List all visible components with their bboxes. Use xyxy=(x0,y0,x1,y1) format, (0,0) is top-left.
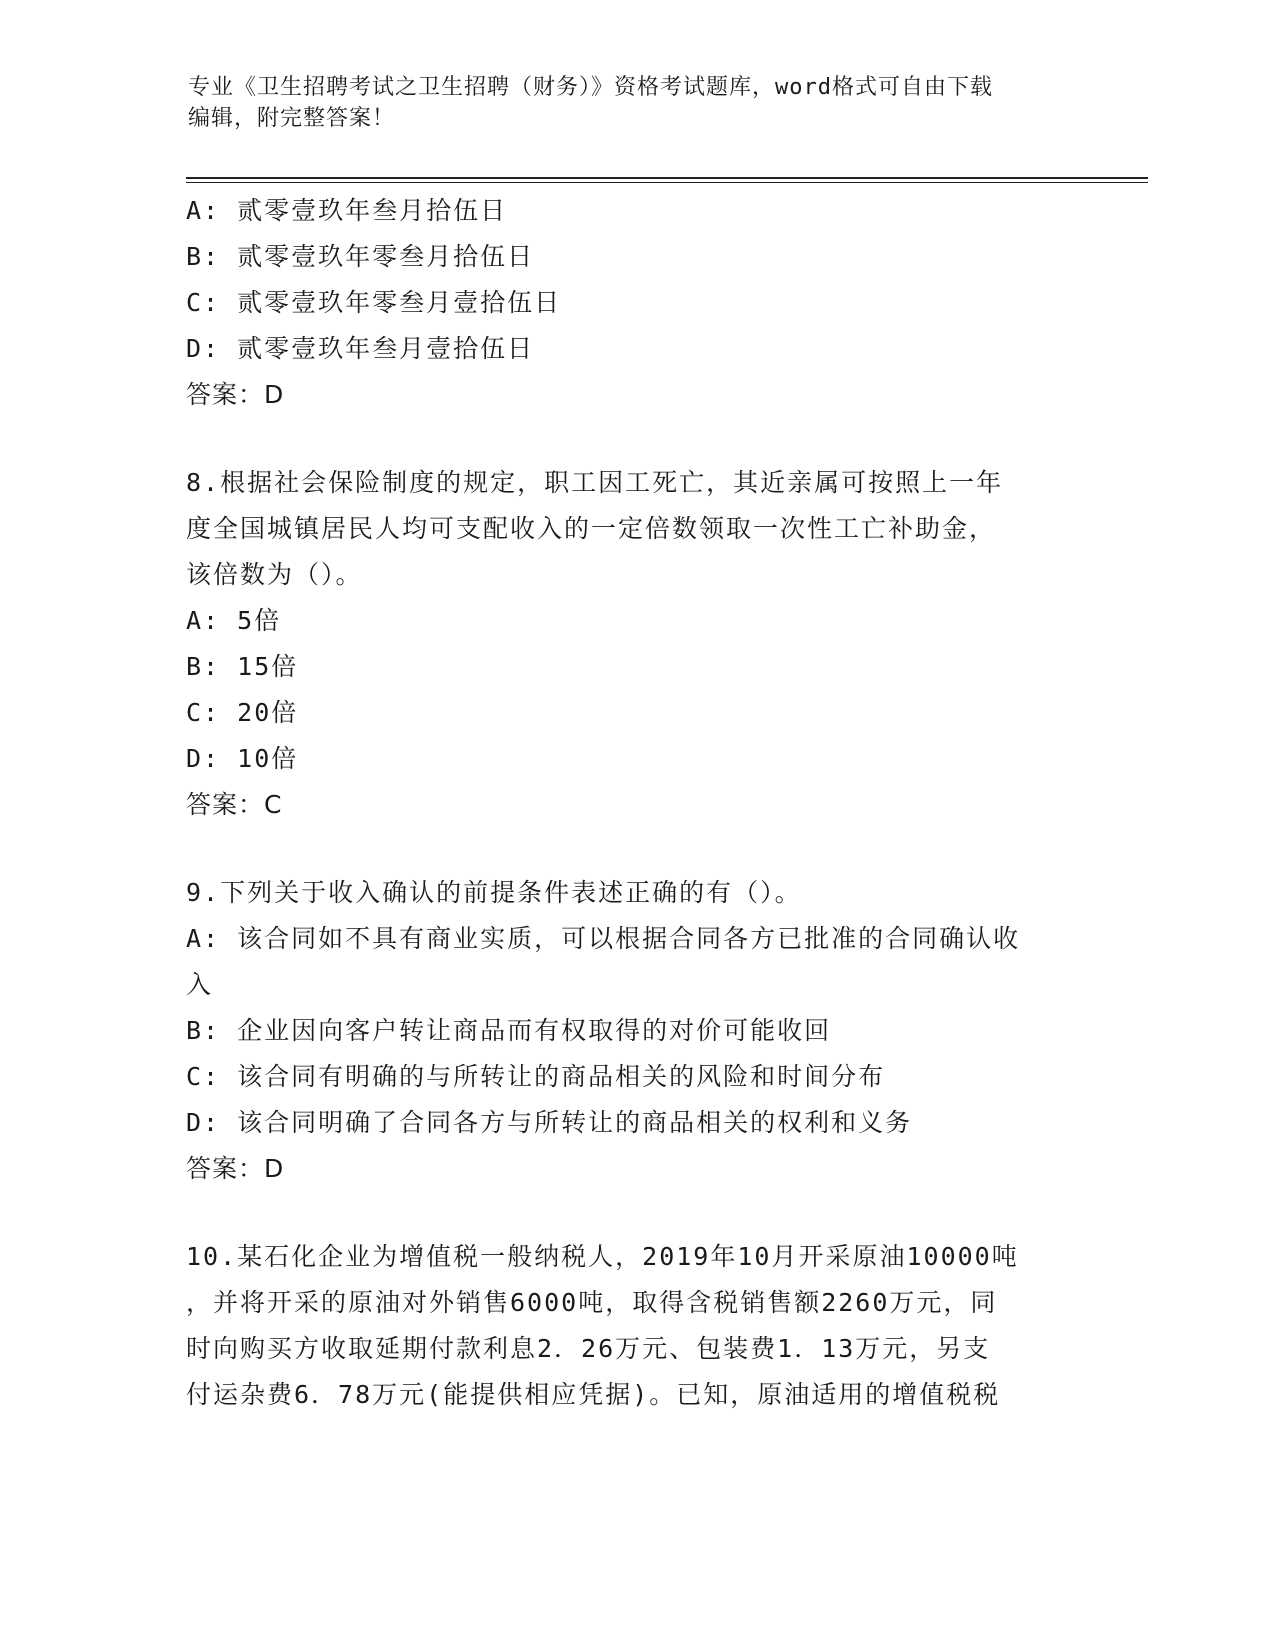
option-d: D: 10倍 xyxy=(186,744,299,773)
question-7 xyxy=(186,188,1086,418)
question-text-line: 时向购买方收取延期付款利息2．26万元、包装费1．13万元，另支 xyxy=(186,1334,991,1363)
question-9 xyxy=(186,870,1086,1192)
option-c: C: 该合同有明确的与所转让的商品相关的风险和时间分布 xyxy=(186,1062,886,1091)
question-text xyxy=(186,870,1086,916)
option-b: B: 贰零壹玖年零叁月拾伍日 xyxy=(186,242,535,271)
option-a: A: 5倍 xyxy=(186,606,282,635)
question-list xyxy=(186,188,1086,1418)
question-10 xyxy=(186,1234,1086,1418)
option-d: D: 贰零壹玖年叁月壹拾伍日 xyxy=(186,334,535,363)
question-text-line: 该倍数为（）。 xyxy=(186,560,363,589)
header-line-2: 编辑，附完整答案！ xyxy=(188,106,396,131)
question-text-line: ，并将开采的原油对外销售6000吨，取得含税销售额2260万元，同 xyxy=(186,1288,998,1317)
answer: 答案：D xyxy=(186,380,285,409)
document-header xyxy=(188,72,1068,134)
header-divider-thin xyxy=(186,182,1148,183)
header-line-1: 专业《卫生招聘考试之卫生招聘（财务）》资格考试题库，word格式可自由下载 xyxy=(188,75,993,100)
option-c: C: 20倍 xyxy=(186,698,299,727)
question-text-line: 度全国城镇居民人均可支配收入的一定倍数领取一次性工亡补助金， xyxy=(186,514,997,543)
header-divider-thick xyxy=(186,177,1148,179)
option-a: A: 贰零壹玖年叁月拾伍日 xyxy=(186,196,508,225)
option-d: D: 该合同明确了合同各方与所转让的商品相关的权利和义务 xyxy=(186,1108,913,1137)
question-text-line: 9.下列关于收入确认的前提条件表述正确的有（）。 xyxy=(186,878,802,907)
answer: 答案：D xyxy=(186,1154,285,1183)
option-c: C: 贰零壹玖年零叁月壹拾伍日 xyxy=(186,288,562,317)
option-a: A: 该合同如不具有商业实质，可以根据合同各方已批准的合同确认收 xyxy=(186,924,1021,953)
question-text xyxy=(186,460,1086,598)
question-8 xyxy=(186,460,1086,828)
option-b: B: 企业因向客户转让商品而有权取得的对价可能收回 xyxy=(186,1016,832,1045)
question-text-line: 8.根据社会保险制度的规定，职工因工死亡，其近亲属可按照上一年 xyxy=(186,468,1004,497)
option-a-continued: 入 xyxy=(186,970,214,999)
answer: 答案：C xyxy=(186,790,283,819)
question-text-line: 付运杂费6．78万元(能提供相应凭据)。已知，原油适用的增值税税 xyxy=(186,1380,1001,1409)
question-text-line: 10.某石化企业为增值税一般纳税人，2019年10月开采原油10000吨 xyxy=(186,1242,1019,1271)
question-text xyxy=(186,1234,1086,1418)
option-b: B: 15倍 xyxy=(186,652,299,681)
